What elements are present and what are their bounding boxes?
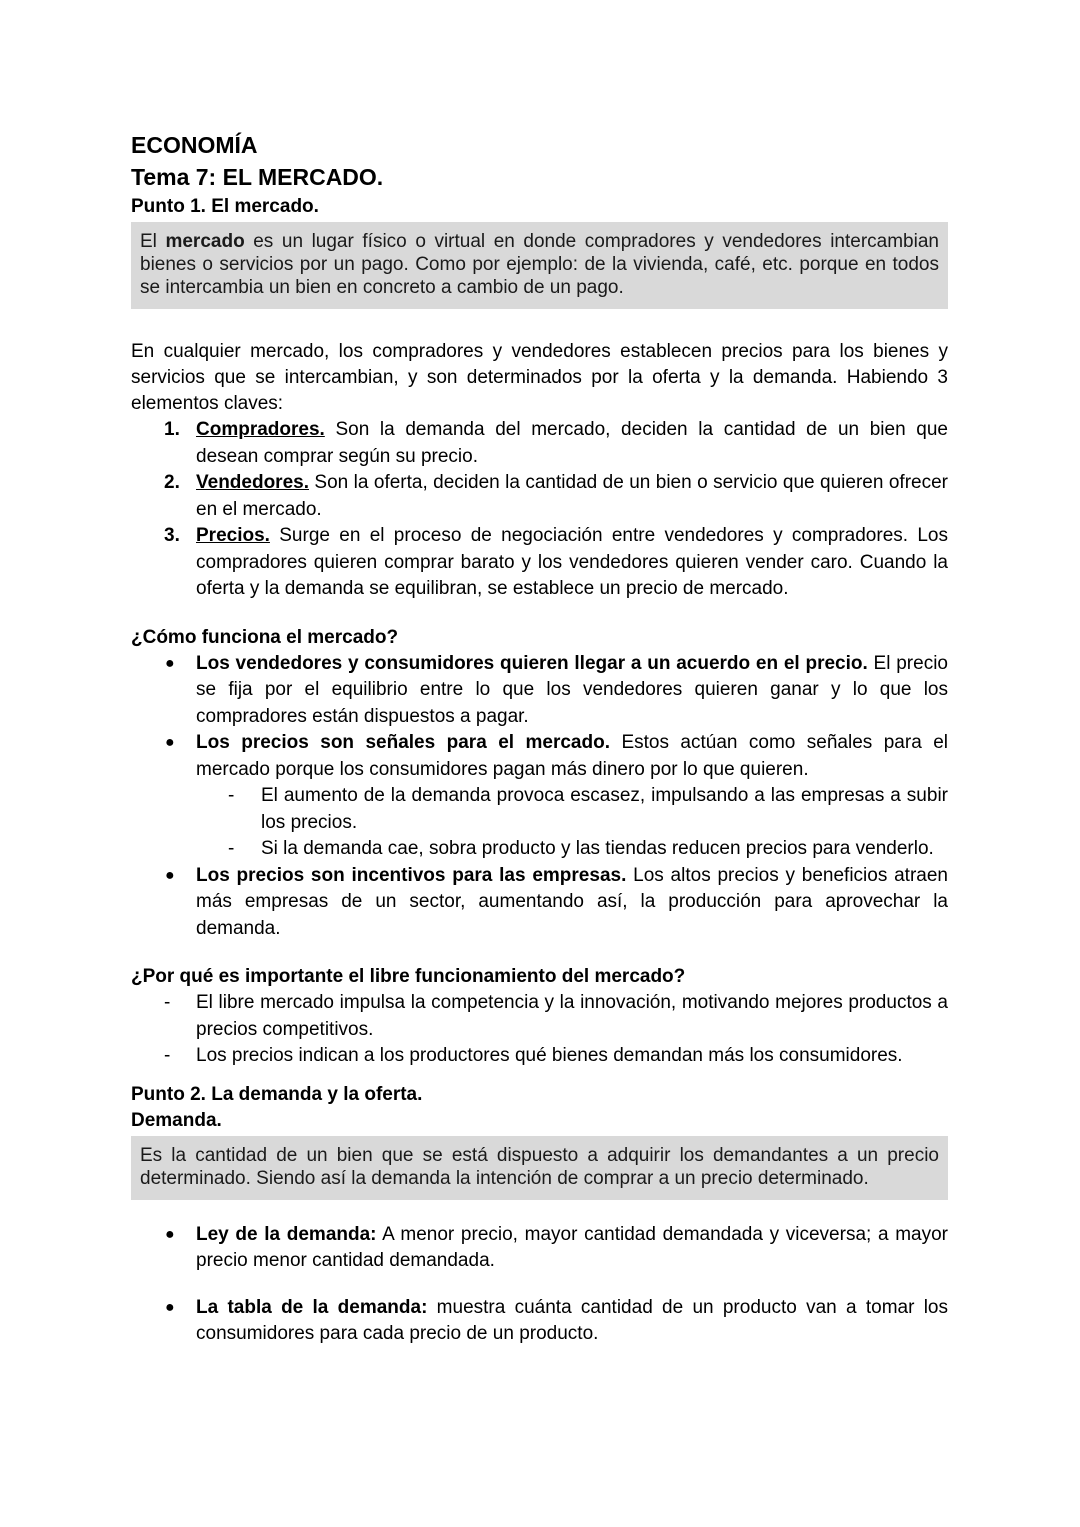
bullet-icon: ● [165, 1225, 175, 1243]
sub-list-item [131, 783, 948, 836]
free-market-list [131, 990, 948, 1070]
sub-list-item [131, 836, 948, 863]
element-title: Precios. [196, 525, 270, 546]
topic-title: Tema 7: EL MERCADO. [131, 164, 384, 190]
item-text: Los precios indican a los productores qué bienes demandan más los consumidores. [196, 1045, 903, 1066]
element-title: Vendedores. [196, 472, 309, 493]
sub-item-text: El aumento de la demanda provoca escasez, impulsando a las empresas a subir los precios. [261, 785, 948, 833]
subject-title: ECONOMÍA [131, 132, 258, 158]
demand-definition-box [131, 1136, 948, 1200]
element-text: Surge en el proceso de negociación entre vendedores y compradores. Los compradores quieren comprar barato y los vendedores quieren vender caro. Cuando la oferta y la demanda se equilibran, se establece un precio de mercado. [196, 525, 948, 599]
item-text: El precio se fija por el equilibrio entre lo que los vendedores quieren ganar y lo que los compradores están dispuestos a pagar. [196, 652, 948, 727]
sub-item-text: Si la demanda cae, sobra producto y las tiendas reducen precios para venderlo. [261, 838, 934, 859]
list-number: 3. [164, 525, 180, 546]
demand-list [131, 1222, 948, 1348]
item-bold: Los precios son incentivos para las empresas. [196, 864, 627, 886]
demand-subheading: Demanda. [131, 1109, 222, 1131]
list-item [131, 1043, 948, 1070]
item-bold: Los vendedores y consumidores quieren llegar a un acuerdo en el precio. [196, 652, 868, 674]
market-definition-box [131, 222, 948, 309]
market-definition-keyword: mercado [165, 231, 245, 252]
point2-heading: Punto 2. La demanda y la oferta. [131, 1083, 423, 1105]
list-item [131, 990, 948, 1043]
element-title: Compradores. [196, 419, 325, 440]
bullet-icon: ● [165, 654, 175, 672]
item-text: El libre mercado impulsa la competencia y la innovación, motivando mejores productos a precios competitivos. [196, 992, 948, 1040]
list-item [131, 523, 948, 603]
dash-icon: - [164, 992, 171, 1013]
dash-icon: - [164, 1045, 171, 1066]
item-text: Estos actúan como señales para el mercado porque los consumidores pagan más dinero por lo que quieren. [196, 732, 948, 780]
item-text: Los altos precios y beneficios atraen más empresas de un sector, aumentando así, la producción para aprovechar la demanda. [196, 864, 948, 939]
item-bold: Los precios son señales para el mercado. [196, 732, 610, 753]
element-text: Son la oferta, deciden la cantidad de un bien o servicio que quieren ofrecer en el mercado. [196, 472, 948, 520]
how-it-works-list [131, 651, 948, 784]
item-text: muestra cuánta cantidad de un producto van a tomar los consumidores para cada precio de un producto. [196, 1296, 948, 1344]
element-text: Son la demanda del mercado, deciden la cantidad de un bien que desean comprar según su precio. [196, 419, 948, 467]
list-item [131, 863, 948, 943]
demand-definition-text: Es la cantidad de un bien que se está dispuesto a adquirir los demandantes a un precio determinado. Siendo así la demanda la intención de comprar a un precio determinado. [140, 1144, 939, 1189]
how-it-works-list-cont [131, 863, 948, 943]
market-definition-pre: El [140, 231, 166, 252]
item-bold: La tabla de la demanda: [196, 1296, 428, 1318]
key-elements-list [131, 417, 948, 603]
market-definition-text: es un lugar físico o virtual en donde compradores y vendedores intercambian bienes o servicios por un pago. Como por ejemplo: de la vivienda, café, etc. porque en todos se intercambia un bien en concreto a cambio de un pago. [140, 231, 939, 298]
list-number: 2. [164, 472, 180, 493]
intro-paragraph: En cualquier mercado, los compradores y vendedores establecen precios para los bienes y servicios que se intercambian, y son determinados por la oferta y la demanda. Habiendo 3 elementos claves: [131, 341, 948, 414]
point1-heading: Punto 1. El mercado. [131, 196, 319, 217]
dash-icon: - [228, 838, 235, 859]
item-text: A menor precio, mayor cantidad demandada y viceversa; a mayor precio menor cantidad demandada. [196, 1223, 948, 1271]
bullet-icon: ● [165, 866, 175, 884]
dash-icon: - [228, 785, 235, 806]
bullet-icon: ● [165, 734, 175, 751]
bullet-icon: ● [165, 1298, 175, 1316]
document-content [131, 130, 948, 1348]
list-item [131, 730, 948, 783]
list-item [131, 417, 948, 470]
free-market-heading: ¿Por qué es importante el libre funcionamiento del mercado? [131, 966, 686, 987]
list-item [131, 651, 948, 731]
item-bold: Ley de la demanda: [196, 1223, 377, 1245]
list-item [131, 470, 948, 523]
list-number: 1. [164, 419, 180, 440]
list-item [131, 1222, 948, 1275]
how-it-works-sublist [131, 783, 948, 863]
list-item [131, 1295, 948, 1348]
how-it-works-heading: ¿Cómo funciona el mercado? [131, 626, 399, 648]
